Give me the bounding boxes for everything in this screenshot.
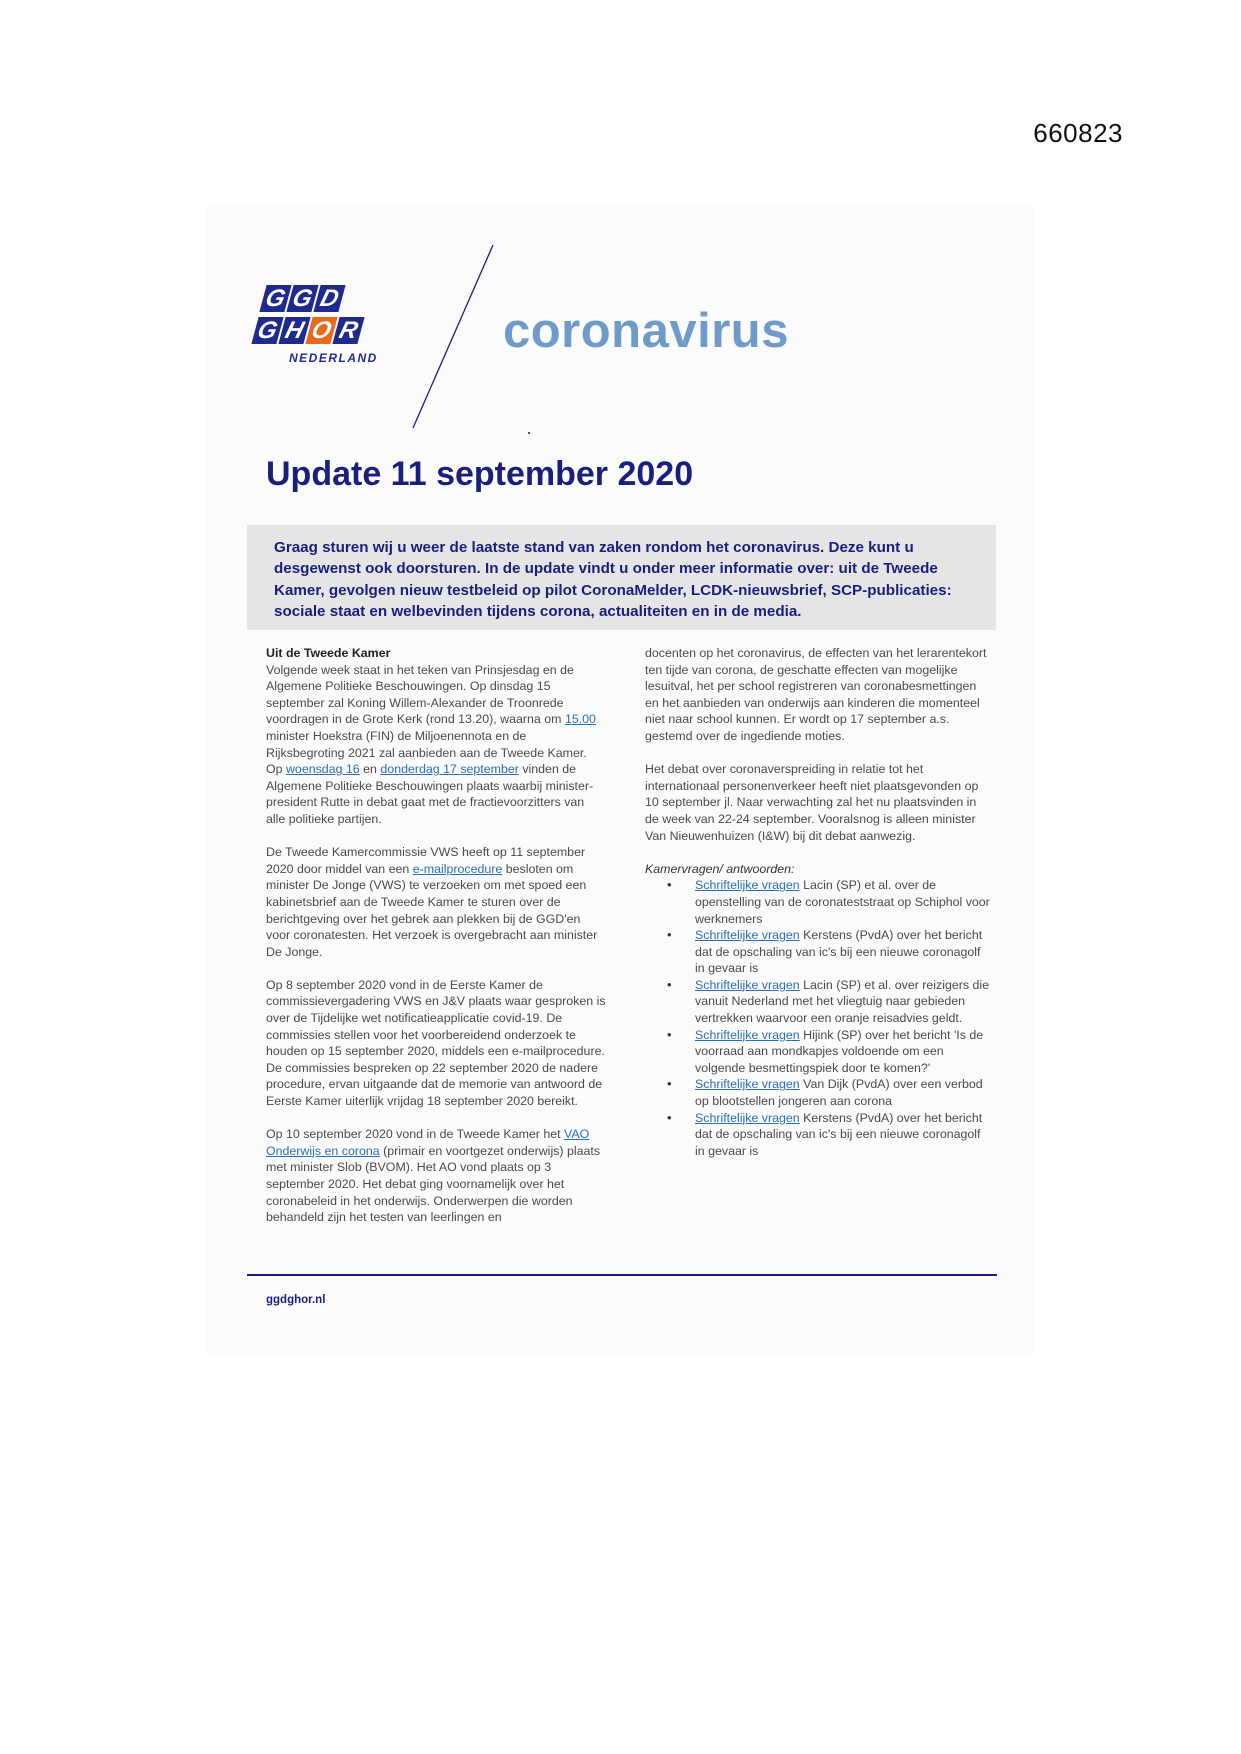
text: en xyxy=(363,762,377,777)
text: minister Hoekstra (FIN) de Miljoenennota en de Rijksbegroting 2021 zal aanbieden aan de Tweede Kamer. Op xyxy=(266,728,587,777)
paragraph-eerste-kamer: Op 8 september 2020 vond in de Eerste Kamer de commissievergadering VWS en J&V plaats waar gesproken is over de Tijdelijke wet notificatieapplicatie covid-19. De commissies stellen voor het voorbereidend onderzoek te houden op 15 september 2020, middels een e-mailprocedure. De commissies bespreken op 22 september 2020 de nadere procedure, ervan uitgaande dat de memorie van antwoord de Eerste Kamer uiterlijk vrijdag 18 september 2020 bereikt. xyxy=(266,977,606,1109)
list-item xyxy=(645,1110,990,1160)
logo-row-ggd xyxy=(263,285,342,312)
intro-text: Graag sturen wij u weer de laatste stand van zaken rondom het coronavirus. Deze kunt u desgewenst ook doorsturen. In de update vindt u onder meer informatie over: uit de Tweede Kamer, gevolgen nieuw testbeleid op pilot CoronaMelder, LCDK-nieuwsbrief, SCP-publicaties: sociale staat en welbevinden tijdens corona, actualiteiten en in de media. xyxy=(274,539,952,620)
link-donderdag-17-september[interactable]: donderdag 17 september xyxy=(380,762,519,777)
banner-title: coronavirus xyxy=(503,304,789,358)
logo-letter: R xyxy=(332,317,364,344)
paragraph-onderwijs-vervolg: docenten op het coronavirus, de effecten van het lerarentekort ten tijde van corona, de geschatte effecten van mogelijke lesuitval, het per school registreren van coronabesmettingen en het aanbieden van onderwijs aan kinderen die momenteel niet naar school kunnen. Er wordt op 17 september a.s. gestemd over de ingediende moties. xyxy=(645,646,987,743)
link-schriftelijke-vragen[interactable]: Schriftelijke vragen xyxy=(695,928,800,943)
link-schriftelijke-vragen[interactable]: Schriftelijke vragen xyxy=(695,977,800,992)
logo-row-ghor xyxy=(255,317,361,344)
logo-subtitle: NEDERLAND xyxy=(289,351,378,365)
logo-letter: G xyxy=(251,317,283,344)
list-item xyxy=(645,1076,990,1109)
kamervragen-heading: Kamervragen/ antwoorden: xyxy=(645,861,795,876)
list-item xyxy=(645,977,990,1027)
list-item xyxy=(645,927,990,977)
paragraph-prinsjesdag xyxy=(266,662,606,828)
link-15-00[interactable]: 15.00 xyxy=(564,712,596,727)
logo-letter: D xyxy=(313,285,345,312)
text: Op 10 september 2020 vond in de Tweede Kamer het xyxy=(266,1127,561,1142)
section-heading: Uit de Tweede Kamer xyxy=(266,646,391,660)
logo-letter: G xyxy=(259,285,291,312)
logo-letter: O xyxy=(305,317,337,344)
stray-dot xyxy=(528,432,530,434)
text: (primair en voortgezet onderwijs) plaats met minister Slob (BVOM). Het AO vond plaats op 3 september 2020. Het debat ging voornamelijk over het coronabeleid in het onderwijs. Onderwerpen die worden behandeld zijn het testen van leerlingen en xyxy=(266,1143,601,1225)
left-column xyxy=(266,645,606,1242)
paragraph-debat-personenverkeer: Het debat over coronaverspreiding in relatie tot het internationaal personenverkeer heeft niet plaatsgevonden op 10 september jl. Naar verwachting zal het nu plaatsvinden in de week van 22-24 september. Vooralsnog is alleen minister Van Nieuwenhuizen (I&W) bij dit debat aanwezig. xyxy=(645,762,979,843)
footer-divider xyxy=(247,1274,997,1276)
text: De Tweede Kamercommissie VWS heeft op 11 september 2020 door middel van een xyxy=(266,845,586,876)
link-schriftelijke-vragen[interactable]: Schriftelijke vragen xyxy=(695,878,800,893)
link-schriftelijke-vragen[interactable]: Schriftelijke vragen xyxy=(695,1027,800,1042)
divider-slash xyxy=(405,245,495,430)
text: besloten om minister De Jonge (VWS) te verzoeken om met spoed een kabinetsbrief aan de Tweede Kamer te sturen over de berichtgeving over het gebrek aan plekken bij de GGD'en voor coronatesten. Het verzoek is overgebracht aan minister De Jonge. xyxy=(266,861,598,959)
ggd-ghor-logo xyxy=(255,285,405,370)
link-schriftelijke-vragen[interactable]: Schriftelijke vragen xyxy=(695,1110,800,1125)
list-item xyxy=(645,1027,990,1077)
document-number: 660823 xyxy=(1033,118,1123,148)
text: vinden de Algemene Politieke Beschouwingen plaats waarbij minister-president Rutte in debat gaat met de fractievoorzitters van alle politieke partijen. xyxy=(266,762,594,826)
text: Lacin (SP) et al. over de openstelling van de coronateststraat op Schiphol voor werknemers xyxy=(695,878,990,926)
link-woensdag-16[interactable]: woensdag 16 xyxy=(285,762,360,777)
text: Hijink (SP) over het bericht 'Is de voorraad aan mondkapjes voldoende om een volgende besmettingspiek door te komen?' xyxy=(695,1027,984,1075)
text: Kerstens (PvdA) over het bericht dat de opschaling van ic's bij een nieuwe coronagolf in gevaar is xyxy=(695,928,983,976)
text: Van Dijk (PvdA) over een verbod op blootstellen jongeren aan corona xyxy=(695,1077,983,1109)
intro-box xyxy=(247,525,996,630)
right-column xyxy=(645,645,990,1159)
link-schriftelijke-vragen[interactable]: Schriftelijke vragen xyxy=(695,1077,800,1092)
paragraph-vws-commissie xyxy=(266,844,606,960)
logo-letter: H xyxy=(278,317,310,344)
list-item xyxy=(645,877,990,927)
page-title: Update 11 september 2020 xyxy=(266,455,694,493)
kamervragen-list xyxy=(645,877,990,1159)
logo-letter: G xyxy=(286,285,318,312)
footer-website-link[interactable]: ggdghor.nl xyxy=(266,1294,326,1306)
text: Volgende week staat in het teken van Prinsjesdag en de Algemene Politieke Beschouwingen. Op dinsdag 15 september zal Koning Willem-Alexander de Troonrede voordragen in de Grote Kerk (rond 13.20), waarna om xyxy=(266,662,574,727)
paragraph-vao-onderwijs xyxy=(266,1126,606,1226)
text: Lacin (SP) et al. over reizigers die vanuit Nederland met het vliegtuig naar gebieden vertrekken waarvoor een oranje reisadvies geldt. xyxy=(695,977,990,1026)
link-e-mailprocedure[interactable]: e-mailprocedure xyxy=(412,861,503,876)
link-vao-onderwijs-en-corona[interactable]: VAO Onderwijs en corona xyxy=(266,1127,590,1158)
text: Kerstens (PvdA) over het bericht dat de opschaling van ic's bij een nieuwe coronagolf in gevaar is xyxy=(695,1110,983,1158)
